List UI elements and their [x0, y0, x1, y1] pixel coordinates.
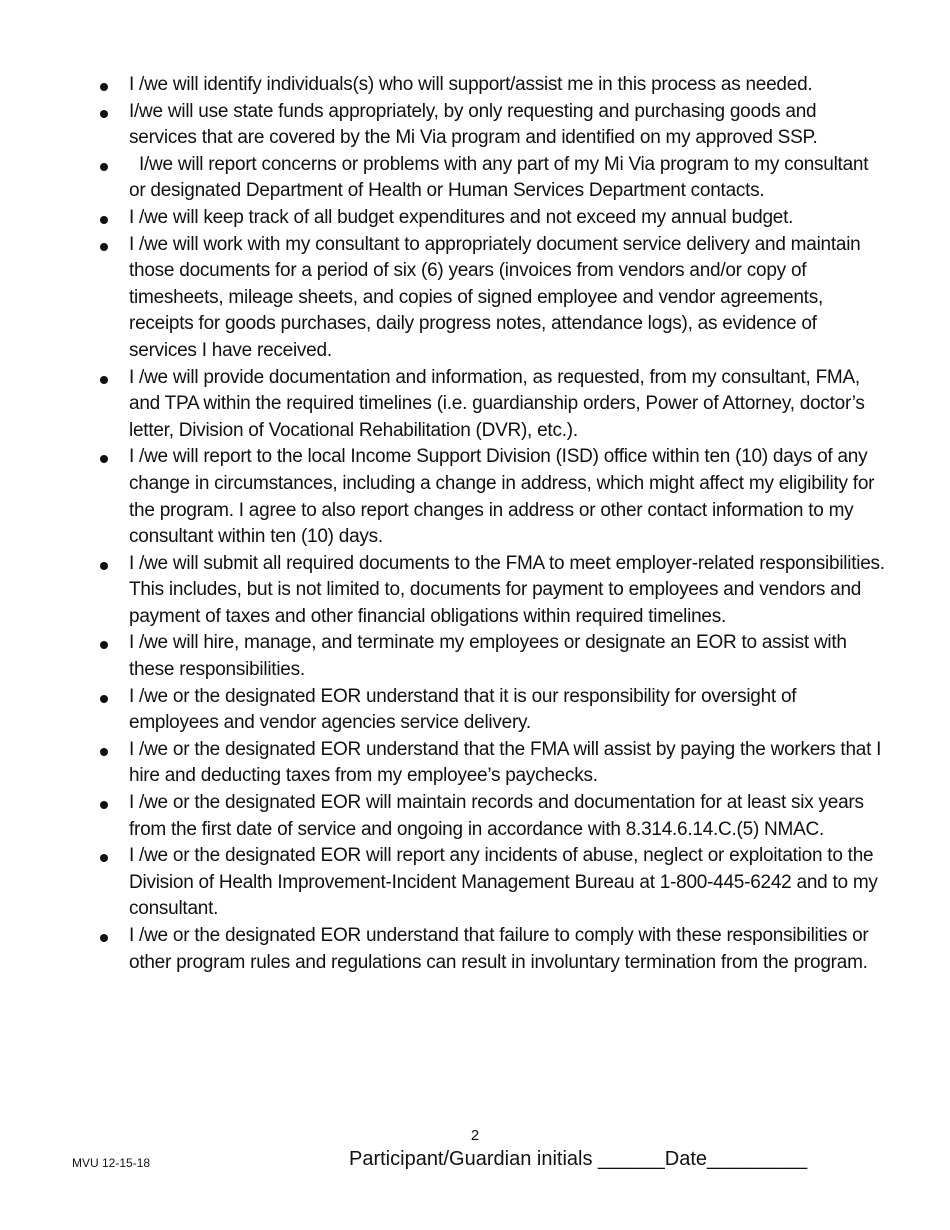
- list-item-text: I /we will provide documentation and information, as requested, from my consultant, FMA, and TPA within the required timelines (i.e. guardianship orders, Power of Attorney, doctor’s letter, Division of Vocational Rehabilitation (DVR), etc.).: [129, 366, 865, 441]
- list-item: [98, 152, 888, 205]
- bullet-icon: [100, 455, 108, 463]
- list-item: [98, 923, 888, 976]
- list-item: [98, 737, 888, 790]
- list-item: [98, 444, 888, 550]
- bullet-icon: [100, 163, 108, 171]
- bullet-icon: [100, 376, 108, 384]
- bullet-icon: [100, 695, 108, 703]
- bullet-icon: [100, 641, 108, 649]
- list-item-text: I /we will submit all required documents to the FMA to meet employer-related responsibilities. This includes, but is not limited to, documents for payment to employees and vendors and payment of taxes and other financial obligations within required timelines.: [129, 552, 885, 627]
- list-item: [98, 99, 888, 152]
- list-item-text: I /we or the designated EOR understand that the FMA will assist by paying the workers that I hire and deducting taxes from my employee’s paychecks.: [129, 738, 882, 787]
- list-item-text: I /we or the designated EOR will report any incidents of abuse, neglect or exploitation to the Division of Health Improvement-Incident Management Bureau at 1-800-445-6242 and to my consultant.: [129, 845, 878, 920]
- list-item-text: I /we or the designated EOR will maintain records and documentation for at least six years from the first date of service and ongoing in accordance with 8.314.6.14.C.(5) NMAC.: [129, 792, 864, 840]
- list-item: [98, 684, 888, 737]
- list-item: [98, 551, 888, 631]
- list-item-text: I /we or the designated EOR understand that failure to comply with these responsibilities or other program rules and regulations can result in involuntary termination from the program.: [129, 925, 869, 973]
- bullet-icon: [100, 243, 108, 251]
- list-item: [98, 630, 888, 683]
- list-item-text: I /we will hire, manage, and terminate my employees or designate an EOR to assist with these responsibilities.: [129, 632, 847, 681]
- list-item-text: I /we will report to the local Income Support Division (ISD) office within ten (10) days of any change in circumstances, including a change in address, which might affect my eligibility for the program. I agree to also report changes in address or other contact information to my consultant within ten (10) days.: [129, 446, 875, 548]
- page-number: 2: [470, 1127, 480, 1144]
- list-item: [98, 72, 888, 99]
- bullet-icon: [100, 748, 108, 756]
- bullet-icon: [100, 854, 108, 862]
- responsibilities-list: [98, 72, 888, 976]
- bullet-icon: [100, 562, 108, 570]
- form-version-code: MVU 12-15-18: [72, 1156, 151, 1170]
- list-item-text: I/we will report concerns or problems with any part of my Mi Via program to my consultant or designated Department of Health or Human Services Department contacts.: [129, 153, 869, 202]
- participant-initials-date-line: Participant/Guardian initials ______Date_________: [349, 1148, 808, 1170]
- bullet-icon: [100, 83, 108, 91]
- list-item: [98, 843, 888, 923]
- list-item-text: I /we or the designated EOR understand that it is our responsibility for oversight of employees and vendor agencies service delivery.: [129, 685, 797, 734]
- bullet-icon: [100, 110, 108, 118]
- list-item: [98, 232, 888, 365]
- list-item-text: I /we will keep track of all budget expenditures and not exceed my annual budget.: [129, 206, 794, 228]
- bullet-icon: [100, 934, 108, 942]
- list-item: [98, 205, 888, 232]
- list-item-text: I /we will identify individuals(s) who will support/assist me in this process as needed.: [129, 74, 813, 95]
- bullet-icon: [100, 216, 108, 224]
- list-item: [98, 365, 888, 445]
- list-item: [98, 790, 888, 843]
- list-item-text: I /we will work with my consultant to appropriately document service delivery and maintain those documents for a period of six (6) years (invoices from vendors and/or copy of timesheets, mileage sheets, and copies of signed employee and vendor agreements, receipts for goods purchases, daily progress notes, attendance logs), as evidence of services I have received.: [129, 233, 861, 361]
- list-item-text: I/we will use state funds appropriately, by only requesting and purchasing goods and services that are covered by the Mi Via program and identified on my approved SSP.: [129, 100, 818, 149]
- bullet-icon: [100, 801, 108, 809]
